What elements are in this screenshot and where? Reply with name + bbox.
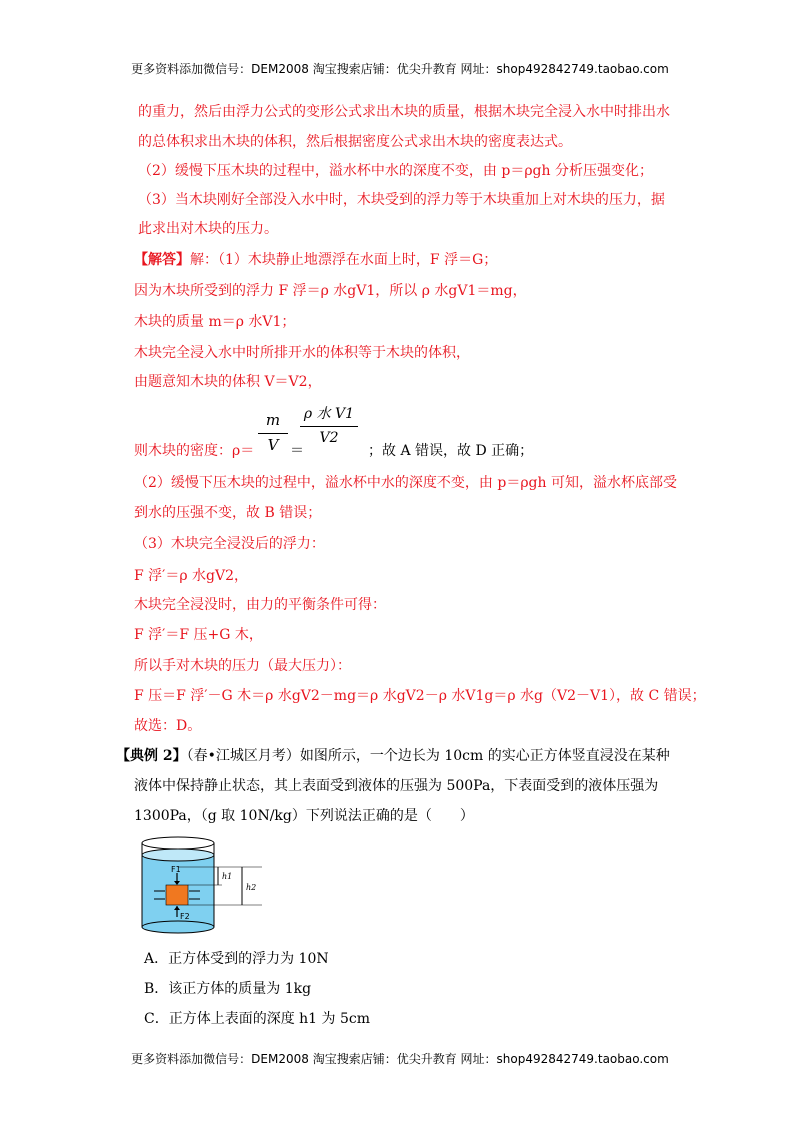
analysis-line-3: （2）缓慢下压木块的过程中，溢水杯中水的深度不变，由 p＝ρgh 分析压强变化；: [138, 163, 653, 179]
example-line-3: 1300Pa，（g 取 10N/kg）下列说法正确的是（ ）: [134, 808, 474, 824]
example-line-2: 液体中保持静止状态，其上表面受到液体的压强为 500Pa，下表面受到的液体压强为: [134, 778, 659, 794]
equals-sign: ＝: [290, 443, 304, 459]
solution-line-15: 故选：D。: [134, 718, 202, 734]
analysis-line-4: （3）当木块刚好全部没入水中时，木块受到的浮力等于木块重加上对木块的压力，据: [138, 192, 665, 208]
density-prefix: 则木块的密度：ρ＝: [134, 443, 255, 459]
frac1-numerator: m: [265, 411, 281, 429]
frac1-bar: [258, 433, 288, 434]
frac2-denominator: V2: [319, 430, 339, 446]
cube: [166, 885, 188, 905]
solution-line-3: 木块的质量 m＝ρ 水V1；: [134, 314, 296, 330]
solution-line-10: F 浮′＝ρ 水gV2，: [134, 568, 249, 584]
solution-line-9: （3）木块完全浸没后的浮力：: [134, 536, 325, 552]
example-tag: 【典例 2】: [116, 748, 187, 764]
solution-line-5: 由题意知木块的体积 V＝V2，: [134, 374, 322, 390]
option-a: A．正方体受到的浮力为 10N: [144, 951, 329, 967]
page-footer: 更多资料添加微信号：DEM2008 淘宝搜索店铺：优尖升教育 网址：shop492842749.taobao.com: [131, 1052, 669, 1066]
solution-line-2: 因为木块所受到的浮力 F 浮＝ρ 水gV1，所以 ρ 水gV1＝mg，: [134, 283, 527, 299]
example-text: （春•江城区月考）如图所示，一个边长为 10cm 的实心正方体竖直浸没在某种: [186, 748, 670, 764]
solution-line-7: （2）缓慢下压木块的过程中，溢水杯中水的深度不变，由 p＝ρgh 可知，溢水杯底部受: [134, 475, 677, 491]
solution-tag: 【解答】: [134, 252, 190, 268]
example-line-1: [116, 746, 670, 766]
analysis-line-1: 的重力，然后由浮力公式的变形公式求出木块的质量，根据木块完全浸入水中时排出水: [138, 104, 670, 120]
solution-line-12: F 浮′＝F 压+G 木，: [134, 627, 263, 643]
frac1-denominator: V: [267, 436, 279, 454]
h2-label: h2: [246, 883, 257, 892]
analysis-line-2: 的总体积求出木块的体积，然后根据密度公式求出木块的密度表达式。: [138, 134, 572, 150]
option-b: B．该正方体的质量为 1kg: [144, 981, 312, 997]
frac2-numerator: ρ 水 V1: [303, 406, 355, 422]
solution-line-1: [134, 250, 497, 270]
solution-text: 解：（1）木块静止地漂浮在水面上时，F 浮＝G；: [190, 252, 498, 268]
analysis-line-5: 此求出对木块的压力。: [138, 221, 278, 237]
density-suffix: ；故 A 错误，故 D 正确；: [368, 443, 534, 459]
solution-line-4: 木块完全浸入水中时所排开水的体积等于木块的体积，: [134, 345, 470, 361]
page-header: 更多资料添加微信号：DEM2008 淘宝搜索店铺：优尖升教育 网址：shop492842749.taobao.com: [131, 62, 669, 76]
liquid-surface: [142, 849, 214, 861]
solution-line-11: 木块完全浸没时，由力的平衡条件可得：: [134, 597, 386, 613]
container-rim: [142, 837, 214, 849]
solution-line-8: 到水的压强不变，故 B 错误；: [134, 505, 322, 521]
cube-in-liquid-figure: [138, 835, 268, 935]
f2-label: F2: [180, 912, 190, 921]
frac2-bar: [300, 426, 358, 427]
solution-line-14: F 压＝F 浮′－G 木＝ρ 水gV2－mg＝ρ 水gV2－ρ 水V1g＝ρ 水g（V2－V1），故 C 错误；: [134, 688, 706, 704]
option-c: C．正方体上表面的深度 h1 为 5cm: [144, 1011, 371, 1027]
container-bottom: [142, 921, 214, 933]
h1-label: h1: [222, 872, 233, 881]
f1-label: F1: [171, 865, 181, 874]
solution-line-13: 所以手对木块的压力（最大压力）：: [134, 658, 351, 674]
